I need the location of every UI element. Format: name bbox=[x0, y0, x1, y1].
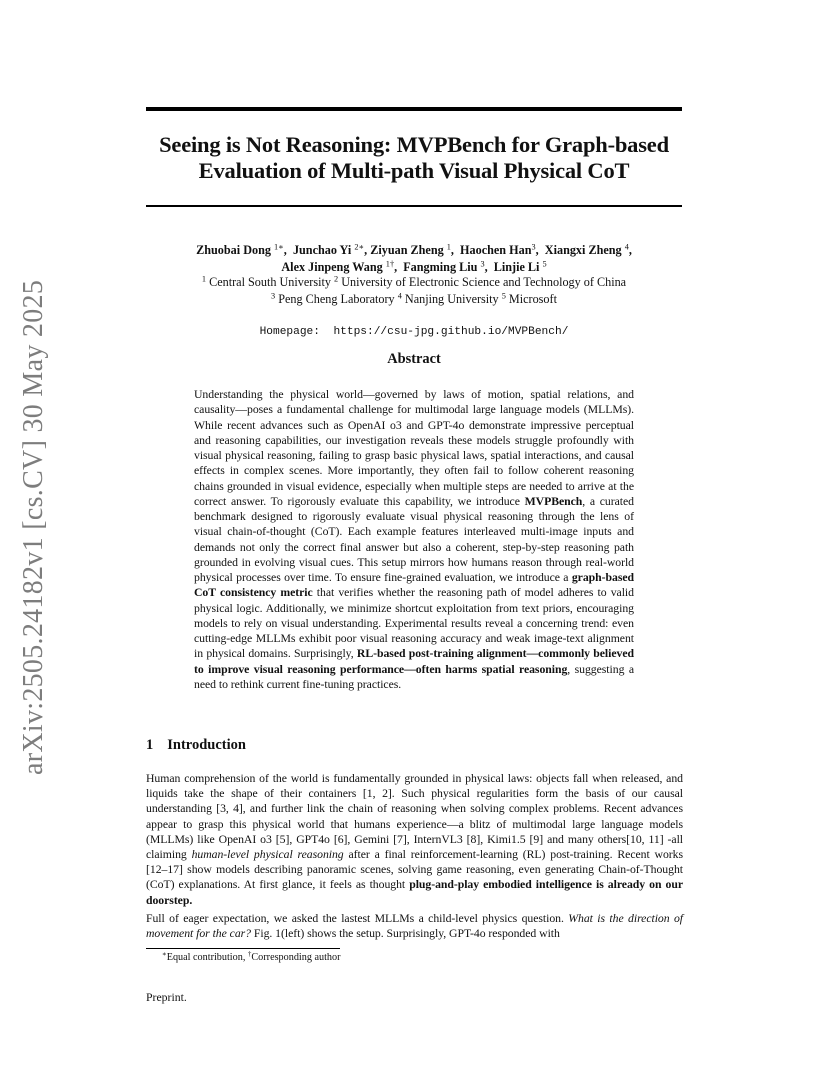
paper-title bbox=[146, 132, 682, 184]
section-heading bbox=[146, 737, 246, 754]
author-line-1: Zhuobai Dong $^{1∗}$, Junchao Yi $^{2∗}$, Ziyuan Zheng $^1$, Haochen Han$^3$, Xiangxi Zheng $^4$, bbox=[196, 242, 632, 257]
intro-paragraph-2: Full of eager expectation, we asked the lastest MLLMs a child-level physics question. What is the direction of movement for the car? Fig. 1(left) shows the setup. Surprisingly, GPT-4o responded with bbox=[146, 912, 684, 941]
author-name: Zhuobai Dong bbox=[196, 243, 271, 257]
footnote: ∗Equal contribution, †Corresponding author bbox=[162, 951, 341, 963]
abstract-heading: Abstract bbox=[387, 351, 441, 367]
affiliation-line-1: $^1$ Central South University $^2$ University of Electronic Science and Technology of China bbox=[201, 274, 627, 289]
author-line-2: Alex Jinpeng Wang $^{1\dagger}$, Fangming Liu $^3$, Linjie Li $^5$ bbox=[281, 259, 547, 274]
homepage-label: Homepage: bbox=[259, 326, 320, 338]
author-name: Fangming Liu bbox=[403, 260, 478, 274]
homepage-link[interactable]: https://csu-jpg.github.io/MVPBench/ bbox=[333, 326, 569, 338]
arxiv-stamp: arXiv:2505.24182v1 [cs.CV] 30 May 2025 bbox=[18, 279, 49, 775]
author-name: Linjie Li bbox=[493, 260, 540, 274]
abstract-body: Understanding the physical world—governed by laws of motion, spatial relations, and causality—poses a fundamental challenge for multimodal large language models (MLLMs). While recent advances such as OpenAI o3 and GPT-4o demonstrate impressive perceptual and reasoning capabilities, our investigation reveals these models struggle profoundly with visual physical reasoning, failing to grasp basic physical laws, spatial interactions, and causal effects in complex scenes. More importantly, they often fail to follow coherent reasoning chains grounded in visual evidence, especially when multiple steps are needed to arrive at the correct answer. To rigorously evaluate this capability, we introduce MVPBench, a curated benchmark designed to rigorously evaluate visual physical reasoning through the lens of visual chain-of-thought (CoT). Each example features interleaved multi-image inputs and demands not only the correct final answer but also a coherent, step-by-step reasoning path grounded in evolving visual cues. This setup mirrors how humans reason through real-world physical processes over time. To ensure fine-grained evaluation, we introduce a graph-based CoT consistency metric that verifies whether the reasoning path of model adheres to valid physical logic. Additionally, we minimize shortcut exploitation from text priors, encouraging models to rely on visual understanding. Experimental results reveal a concerning trend: even cutting-edge MLLMs exhibit poor visual reasoning accuracy and weak image-text alignment in physical domains. Surprisingly, RL-based post-training alignment—commonly believed to improve visual reasoning performance—often harms spatial reasoning, suggesting a need to rethink current fine-tuning practices. bbox=[194, 388, 634, 691]
section-number: 1 bbox=[146, 737, 154, 753]
author-name: Junchao Yi bbox=[292, 243, 352, 257]
title-rule-bottom bbox=[146, 205, 682, 207]
affiliations bbox=[146, 274, 682, 307]
section-title: Introduction bbox=[167, 737, 246, 753]
preprint-label: Preprint. bbox=[146, 991, 187, 1004]
author-name: Haochen Han bbox=[460, 243, 532, 257]
author-name: Xiangxi Zheng bbox=[544, 243, 622, 257]
author-name: Ziyuan Zheng bbox=[370, 243, 444, 257]
title-line-2: Evaluation of Multi-path Visual Physical CoT bbox=[198, 158, 630, 183]
intro-paragraph-1: Human comprehension of the world is fundamentally grounded in physical laws: objects fall when released, and liquids take the shape of their containers [1, 2]. Such physical regularities form the basis of our causal understanding [3, 4], and further link the chain of reasoning when solving complex problems. Recent advances appear to grasp this physical world that humans experience—a blitz of multimodal large language models (MLLMs) like OpenAI o3 [5], GPT4o [6], Gemini [7], InternVL3 [8], Kimi1.5 [9] and many others[10, 11] -all claiming human-level physical reasoning after a final reinforcement-learning (RL) post-training. Recent works [12–17] show models describing panoramic scenes, solving game reasoning, even generating Chain-of-Thought (CoT) explanations. At first glance, it feels as thought plug-and-play embodied intelligence is already on our doorstep. bbox=[146, 772, 683, 907]
title-line-1: Seeing is Not Reasoning: MVPBench for Graph-based bbox=[159, 132, 669, 157]
title-rule-top bbox=[146, 107, 682, 111]
homepage-line bbox=[146, 326, 682, 338]
author-name: Alex Jinpeng Wang bbox=[281, 260, 383, 274]
footnote-rule bbox=[146, 948, 340, 949]
affiliation-line-2: $^3$ Peng Cheng Laboratory $^4$ Nanjing University $^5$ Microsoft bbox=[271, 290, 557, 306]
author-list bbox=[146, 242, 682, 276]
